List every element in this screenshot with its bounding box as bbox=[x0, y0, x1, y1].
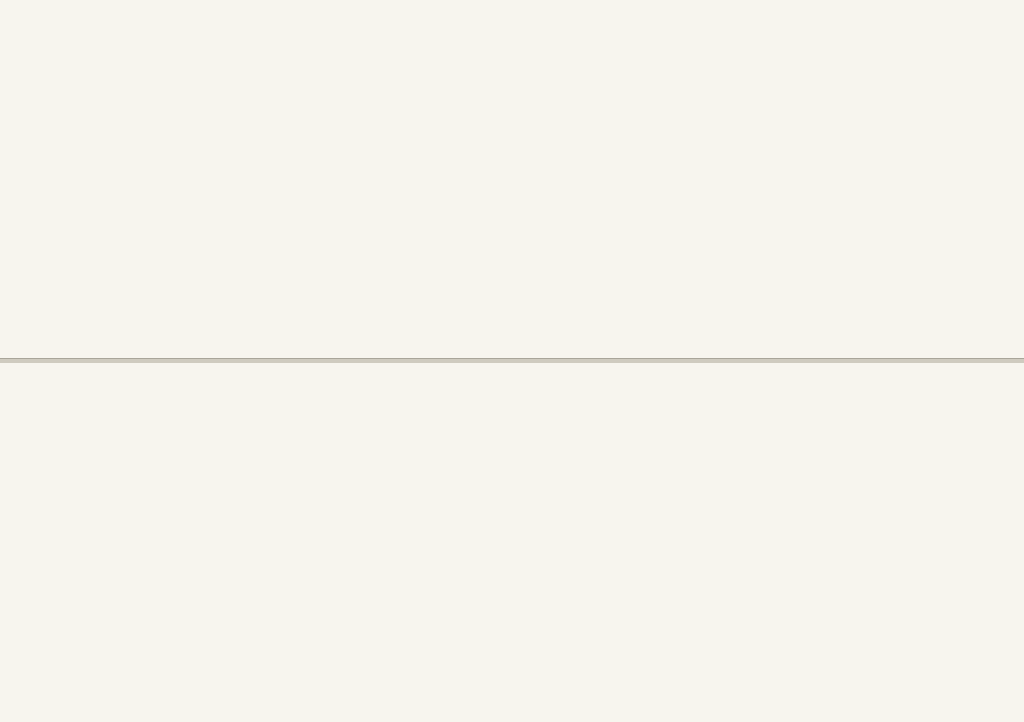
top-page bbox=[0, 0, 1024, 358]
bottom-page bbox=[0, 363, 1024, 722]
